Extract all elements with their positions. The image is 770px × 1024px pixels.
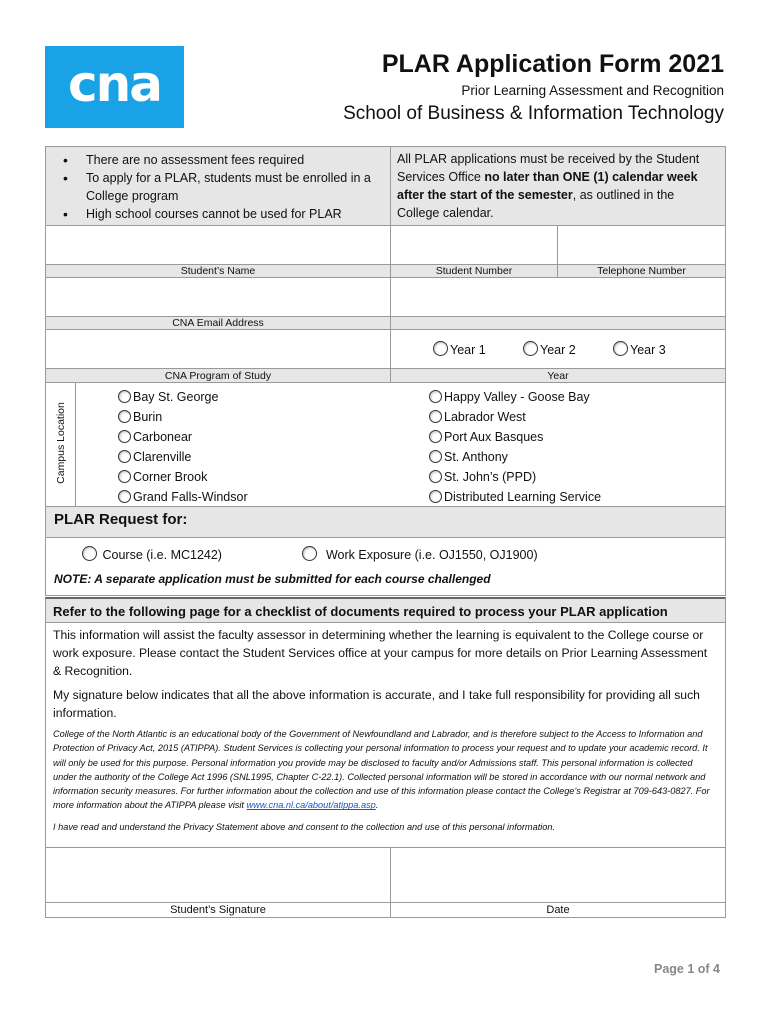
campus-option[interactable] [118, 427, 248, 447]
logo-text: cna [68, 55, 161, 113]
radio-icon[interactable] [118, 490, 131, 503]
radio-icon[interactable] [429, 390, 442, 403]
intro-bullet: • There are no assessment fees required [46, 151, 390, 169]
radio-icon[interactable] [613, 341, 628, 356]
page-number: Page 1 of 4 [654, 962, 720, 976]
work-exposure-label: Work Exposure (i.e. OJ1550, OJ1900) [325, 548, 538, 562]
privacy-text: College of the North Atlantic is an educational body of the Government of Newfoundland and Labrador, and is therefore subject to the Access to Information and Protection of Privacy Act, 2015 (ATIPPA). Student Services is collecting your personal information to process your request and to update your academic record. It will only be used for this purpose. Personal information you provide may be disclosed to faculty and/or Admissions staff. This personal information is collected under the authority of the College Act 1996 (SNL1995, Chapter C-22.1). Collected personal information will be stored in accordance with our normal network and information security measures. For further information about the collection and use of this information please contact the College’s Registrar at 709-643-0827. For more information about the ATIPPA please visit [53, 729, 710, 811]
deadline-notice [397, 150, 719, 222]
campus-option[interactable] [429, 407, 601, 427]
campus-option-label: Distributed Learning Service [444, 490, 602, 504]
year-cell [390, 329, 726, 369]
checklist-heading: Refer to the following page for a checklist of documents required to process your PLAR application [53, 604, 668, 619]
deadline-notice-cell [390, 146, 726, 226]
signature-label: Student’s Signature [45, 902, 391, 918]
campus-option[interactable] [118, 407, 248, 427]
school-name: School of Business & Information Technology [343, 103, 724, 124]
campus-option[interactable] [429, 427, 601, 447]
campus-location-section [45, 382, 726, 507]
radio-icon[interactable] [118, 450, 131, 463]
campus-option-label: St. John’s (PPD) [444, 470, 537, 484]
radio-icon[interactable] [118, 410, 131, 423]
radio-icon[interactable] [118, 430, 131, 443]
campus-option-label: Carbonear [133, 430, 193, 444]
campus-option[interactable] [118, 487, 248, 507]
radio-icon[interactable] [429, 410, 442, 423]
signature-declaration-text: My signature below indicates that all the above information is accurate, and I take full responsibility for providing all such information. [53, 688, 700, 720]
year-option-label: Year 2 [540, 343, 576, 357]
year-option-1[interactable] [433, 340, 486, 360]
work-exposure-option[interactable] [302, 545, 538, 565]
intro-bullet: • To apply for a PLAR, students must be enrolled in a College program [46, 169, 390, 205]
campus-option-label: Happy Valley - Goose Bay [444, 390, 590, 404]
program-input[interactable] [45, 329, 391, 369]
email-label: CNA Email Address [45, 316, 391, 330]
campus-option-label: Port Aux Basques [444, 430, 544, 444]
campus-option-label: Corner Brook [133, 470, 208, 484]
notice-text-end: , as outlined in the College calendar. [397, 188, 675, 220]
radio-icon[interactable] [429, 490, 442, 503]
campus-right-list [429, 387, 601, 507]
plar-request-options [45, 537, 726, 596]
course-option[interactable] [82, 545, 222, 565]
campus-option[interactable] [429, 387, 601, 407]
student-name-label: Student’s Name [45, 264, 391, 278]
campus-option[interactable] [429, 447, 601, 467]
plar-request-heading: PLAR Request for: [54, 511, 188, 528]
student-number-label: Student Number [390, 264, 558, 278]
radio-icon[interactable] [429, 430, 442, 443]
campus-option-label: St. Anthony [444, 450, 508, 464]
atippa-link[interactable]: www.cna.nl.ca/about/atippa.asp [246, 800, 376, 811]
radio-icon[interactable] [118, 470, 131, 483]
campus-option-label: Grand Falls-Windsor [133, 490, 248, 504]
campus-location-label: Campus Location [55, 402, 67, 484]
course-option-label: Course (i.e. MC1242) [102, 548, 222, 562]
radio-icon[interactable] [82, 546, 97, 561]
date-label: Date [390, 902, 726, 918]
intro-bullet: • High school courses cannot be used for PLAR [46, 205, 390, 223]
privacy-statement [53, 727, 718, 813]
date-input[interactable] [390, 847, 726, 903]
radio-icon[interactable] [302, 546, 317, 561]
radio-icon[interactable] [118, 390, 131, 403]
year-option-3[interactable] [613, 340, 666, 360]
email-label-blank [390, 316, 726, 330]
campus-label-cell [46, 383, 76, 506]
assessor-info-text: This information will assist the faculty assessor in determining whether the learning is equivalent to the College course or work exposure. Please contact the Student Services office at your campus for more details on Prior Learning Assessment & Recognition. [53, 628, 708, 678]
campus-option-label: Labrador West [444, 410, 526, 424]
campus-option[interactable] [429, 487, 601, 507]
campus-option-label: Bay St. George [133, 390, 219, 404]
telephone-label: Telephone Number [557, 264, 726, 278]
privacy-text-end: . [375, 800, 379, 811]
email-input[interactable] [45, 277, 391, 317]
campus-option[interactable] [118, 387, 248, 407]
student-number-input[interactable] [390, 225, 558, 265]
signature-input[interactable] [45, 847, 391, 903]
program-label: CNA Program of Study [45, 368, 391, 383]
year-option-label: Year 3 [630, 343, 666, 357]
cna-logo [45, 46, 184, 128]
radio-icon[interactable] [523, 341, 538, 356]
year-option-2[interactable] [523, 340, 576, 360]
form-subtitle: Prior Learning Assessment and Recognition [461, 83, 724, 98]
campus-option[interactable] [118, 467, 248, 487]
intro-bullet-list [46, 151, 390, 223]
radio-icon[interactable] [429, 470, 442, 483]
consent-section [45, 622, 726, 848]
form-title: PLAR Application Form 2021 [381, 50, 724, 78]
radio-icon[interactable] [433, 341, 448, 356]
year-option-label: Year 1 [450, 343, 486, 357]
telephone-input[interactable] [557, 225, 726, 265]
campus-option[interactable] [118, 447, 248, 467]
radio-icon[interactable] [429, 450, 442, 463]
email-blank-cell [390, 277, 726, 317]
request-note: NOTE: A separate application must be submitted for each course challenged [54, 572, 491, 586]
notice-deadline: no later than ONE (1) calendar week after the start of the semester [397, 170, 698, 202]
plar-request-header [45, 506, 726, 538]
notice-text: All PLAR applications must be received by the Student Services Office [397, 152, 700, 184]
campus-left-list [118, 387, 248, 507]
student-name-input[interactable] [45, 225, 391, 265]
campus-option-label: Burin [133, 410, 163, 424]
consent-statement: I have read and understand the Privacy Statement above and consent to the collection and use of this personal information. [53, 821, 556, 832]
campus-option-label: Clarenville [133, 450, 192, 464]
checklist-header [45, 597, 726, 623]
campus-option[interactable] [429, 467, 601, 487]
intro-bullets-cell [45, 146, 391, 226]
year-label: Year [390, 368, 726, 383]
